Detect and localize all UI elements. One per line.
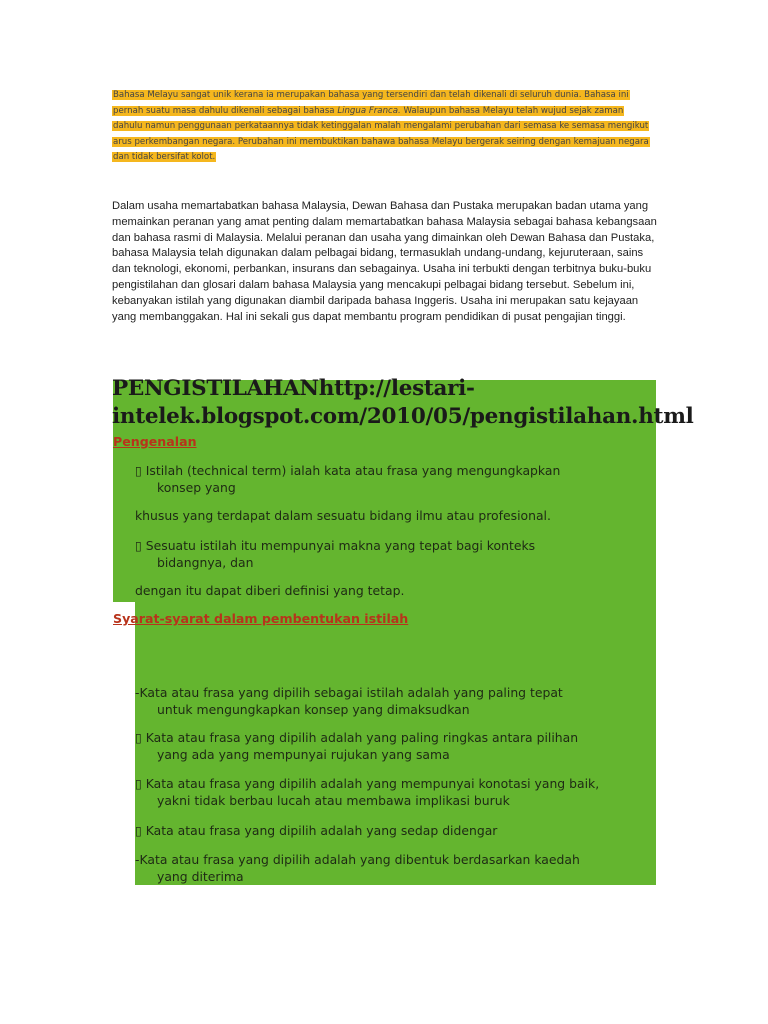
heading-line-2: intelek.blogspot.com/2010/05/pengistilahan.html xyxy=(112,404,694,429)
list-item-line: konsep yang xyxy=(157,479,236,495)
list-item xyxy=(135,823,650,840)
subheading-pengenalan: Pengenalan xyxy=(113,434,197,449)
highlighted-paragraph xyxy=(112,88,652,166)
green-highlight-block xyxy=(113,380,656,885)
list-item-line: ▯ Kata atau frasa yang dipilih adalah yang sedap didengar xyxy=(135,823,498,838)
list-item-line: ▯ Kata atau frasa yang dipilih adalah yang paling ringkas antara pilihan xyxy=(135,730,579,745)
highlight-italic: Lingua Franca. xyxy=(337,105,401,116)
list-item-line: -Kata atau frasa yang dipilih sebagai istilah adalah yang paling tepat xyxy=(135,685,563,700)
highlight-text-part1: Bahasa Melayu sangat unik kerana ia merupakan bahasa yang tersendiri dan telah dikenali di seluruh dunia. Bahasa ini pernah suatu masa dahulu dikenali sebagai bahasa xyxy=(113,90,629,116)
highlighted-text xyxy=(112,90,650,162)
list-item-line: ▯ Kata atau frasa yang dipilih adalah yang mempunyai konotasi yang baik, xyxy=(135,776,600,791)
list-item xyxy=(135,730,650,763)
list-item xyxy=(135,776,655,809)
page-heading-url xyxy=(112,375,694,431)
list-item-line: untuk mengungkapkan konsep yang dimaksudkan xyxy=(157,701,470,717)
list-item-line: -Kata atau frasa yang dipilih adalah yang dibentuk berdasarkan kaedah xyxy=(135,852,580,867)
heading-line-1: PENGISTILAHANhttp://lestari- xyxy=(112,376,475,401)
list-item-continuation: khusus yang terdapat dalam sesuatu bidang ilmu atau profesional. xyxy=(135,508,551,523)
list-item-line: ▯ Sesuatu istilah itu mempunyai makna yang tepat bagi konteks xyxy=(135,538,536,553)
list-item-line: yang ada yang mempunyai rujukan yang sama xyxy=(157,746,450,762)
highlight-text-part2: Walaupun bahasa Melayu telah wujud sejak zaman dahulu namun penggunaan perkataannya tidak ketinggalan malah mengalami perubahan dari semasa ke semasa mengikut arus perkembangan negara. Perubahan ini membuktikan bahawa bahasa Melayu bergerak seiring dengan kemajuan negara dan tidak bersifat kolot. xyxy=(113,105,649,163)
list-item xyxy=(135,685,650,718)
list-item xyxy=(135,463,650,496)
list-item-line: yakni tidak berbau lucah atau membawa implikasi buruk xyxy=(157,792,510,808)
list-item-line: ▯ Istilah (technical term) ialah kata atau frasa yang mengungkapkan xyxy=(135,463,561,478)
subheading-syarat: Syarat-syarat dalam pembentukan istilah xyxy=(113,611,409,626)
body-paragraph: Dalam usaha memartabatkan bahasa Malaysia, Dewan Bahasa dan Pustaka merupakan badan utama yang memainkan peranan yang amat penting dalam memartabatkan bahasa Malaysia sebagai bahasa kebangsaan dan bahasa rasmi di Malaysia. Melalui peranan dan usaha yang dimainkan oleh Dewan Bahasa dan Pustaka, bahasa Malaysia telah digunakan dalam pelbagai bidang, termasuklah undang-undang, kejuruteraan, sains dan teknologi, ekonomi, perbankan, insurans dan sebagainya. Usaha ini terbukti dengan terbitnya buku-buku pengistilahan dan glosari dalam bahasa Malaysia yang mencakupi pelbagai bidang tersebut. Sebelum ini, kebanyakan istilah yang digunakan diambil daripada bahasa Inggeris. Usaha ini merupakan satu kejayaan yang membanggakan. Hal ini sekali gus dapat membantu program pendidikan di pusat pengajian tinggi. xyxy=(112,200,657,323)
list-item-continuation: dengan itu dapat diberi definisi yang tetap. xyxy=(135,583,405,598)
list-item-line: yang diterima xyxy=(157,868,244,884)
green-block-gap-lower xyxy=(113,674,135,886)
list-item xyxy=(135,538,650,571)
list-item-line: bidangnya, dan xyxy=(157,554,254,570)
list-item xyxy=(135,852,650,885)
